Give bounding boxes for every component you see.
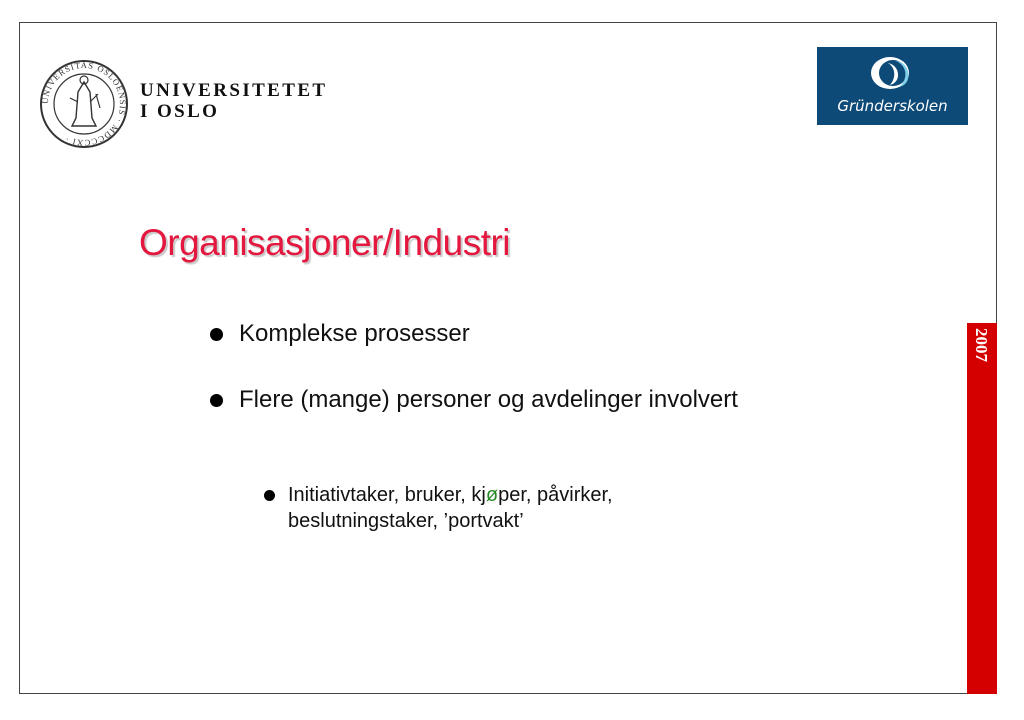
year-label: 2007 (972, 328, 991, 362)
sub-bullet-text-part2: per, påvirker, beslutningstaker, ’portvakt’ (288, 484, 613, 532)
bullet-text: Flere (mange) personer og avdelinger involvert (239, 386, 738, 413)
sub-bullet-text (288, 482, 728, 534)
bullet-text: Komplekse prosesser (239, 320, 470, 347)
year-sidebar (967, 323, 997, 694)
sub-bullet-dot-icon (264, 490, 275, 501)
grunderskolen-logo (817, 47, 968, 125)
bullet-dot-icon (210, 328, 223, 341)
university-seal-icon (38, 58, 130, 150)
grunderskolen-swirl-icon (866, 54, 918, 92)
svg-text:UNIVERSITAS OSLOENSIS · MDCCCX: UNIVERSITAS OSLOENSIS · MDCCCXI · (39, 59, 129, 149)
grunderskolen-logo-text: Gründerskolen (837, 97, 948, 115)
bullet-dot-icon (210, 394, 223, 407)
university-name-line1: UNIVERSITETET (140, 80, 328, 101)
university-name-line2: I OSLO (140, 101, 220, 122)
sub-bullet-text-part1: Initiativtaker, bruker, kj (288, 484, 486, 506)
sub-bullet-highlight-char: ø (485, 484, 499, 506)
university-wordmark (140, 80, 327, 122)
slide-title: Organisasjoner/Industri (139, 222, 511, 263)
